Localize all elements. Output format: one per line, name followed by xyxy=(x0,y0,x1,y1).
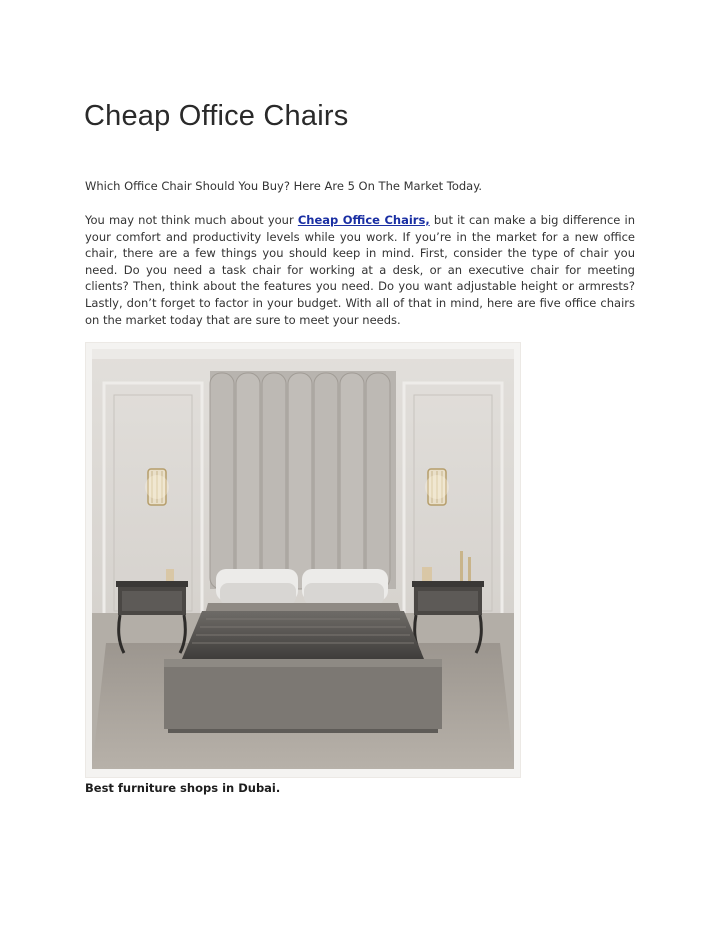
bedroom-illustration xyxy=(86,343,520,777)
article-subtitle: Which Office Chair Should You Buy? Here Are 5 On The Market Today. xyxy=(85,179,483,193)
bedroom-photo xyxy=(85,342,521,778)
left-sconce-icon xyxy=(145,469,169,505)
page-title: Cheap Office Chairs xyxy=(84,100,349,132)
headboard xyxy=(210,371,396,589)
intro-paragraph xyxy=(85,212,635,328)
bed xyxy=(164,603,442,733)
right-sconce-icon xyxy=(425,469,449,505)
image-caption: Best furniture shops in Dubai. xyxy=(85,781,281,795)
intro-text-before-link: You may not think much about your xyxy=(85,213,298,227)
cheap-office-chairs-link[interactable]: Cheap Office Chairs, xyxy=(297,213,430,227)
intro-text-after-link: but it can make a big difference in your comfort and productivity levels while you work. If you’re in the market for a new office chair, there are a few things you should keep in mind. First, consider the type of chair you need. Do you need a task chair for working at a desk, or an executive chair for meeting clients? Then, think about the features you need. Do you want adjustable height or armrests? Lastly, don’t forget to factor in your budget. With all of that in mind, here are five office chairs on the market today that are sure to meet your needs. xyxy=(85,213,635,327)
